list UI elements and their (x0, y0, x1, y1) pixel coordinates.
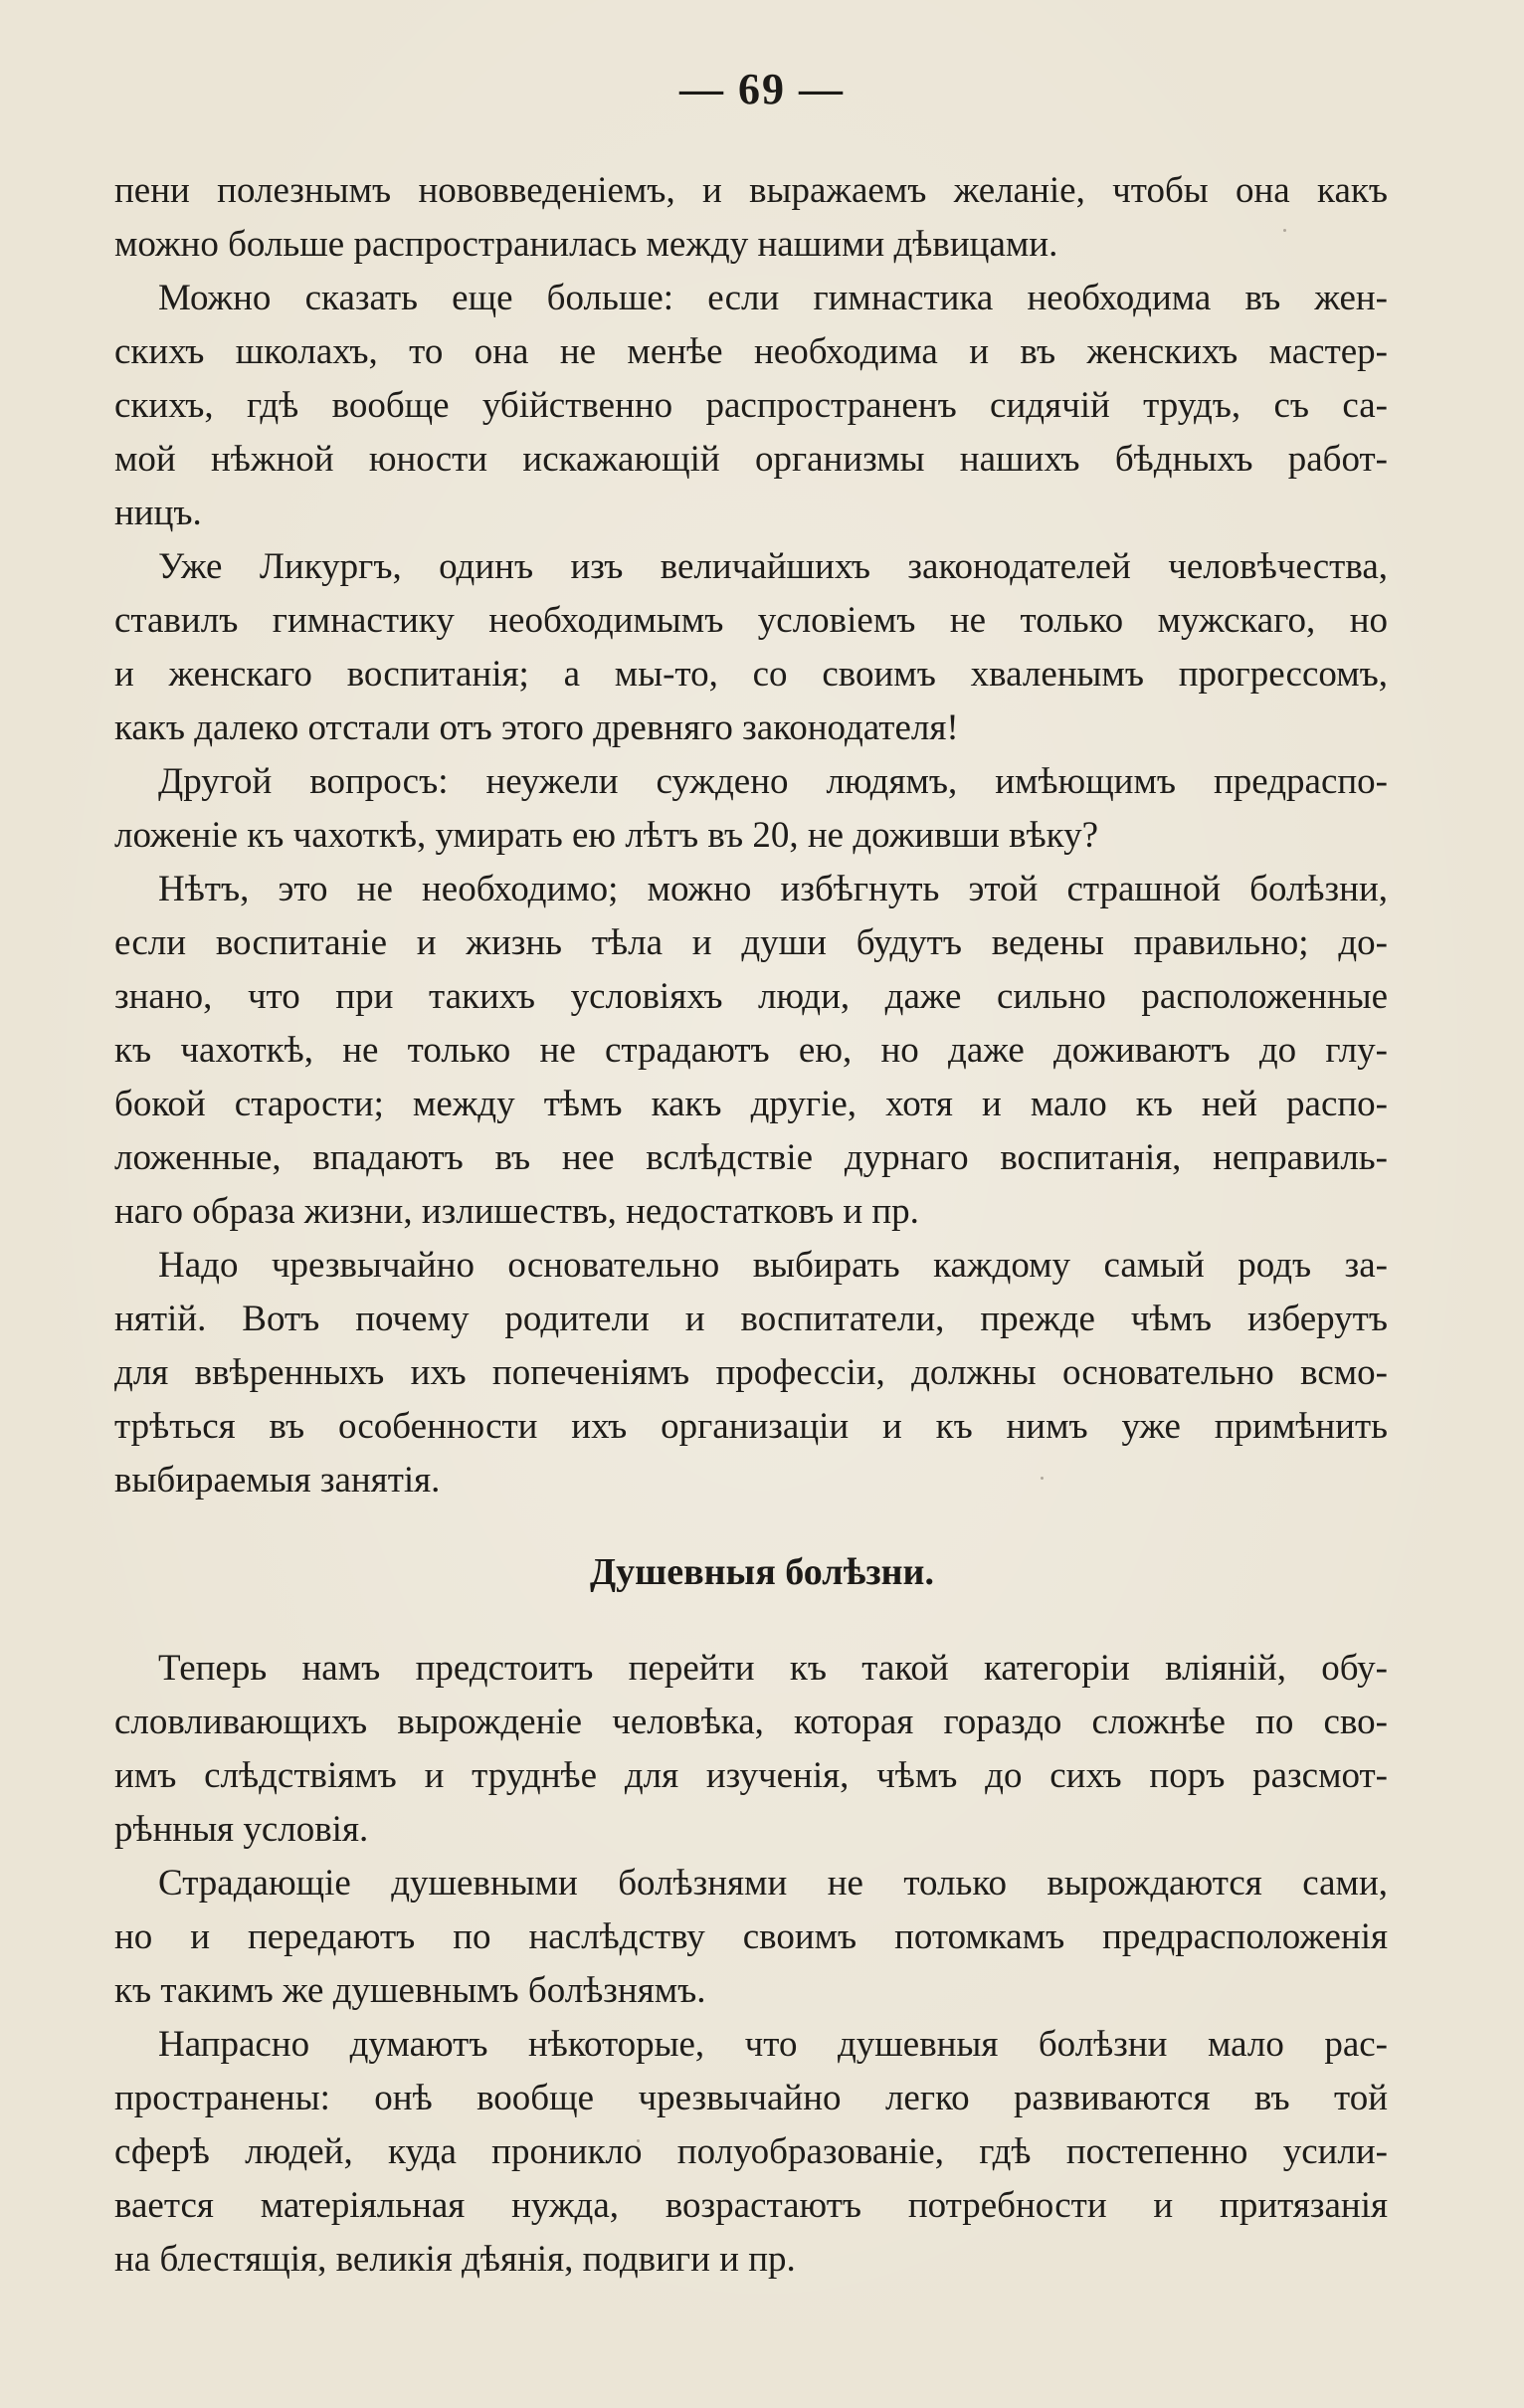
text-line: знано, что при такихъ условіяхъ люди, даже сильно расположенные (114, 976, 1388, 1017)
text-line: пространены: онѣ вообще чрезвычайно легко развиваются въ той (114, 2078, 1388, 2118)
text-line: на блестящія, великія дѣянія, подвиги и пр. (114, 2239, 796, 2280)
paragraph (114, 272, 1388, 540)
text-line: и женскаго воспитанія; а мы-то, со своимъ хваленымъ прогрессомъ, (114, 654, 1388, 695)
text-line: Уже Ликургъ, одинъ изъ величайшихъ законодателей человѣчества, (158, 546, 1388, 587)
section-heading: Душевныя болѣзни. (590, 1551, 934, 1593)
text-line: ницъ. (114, 493, 202, 533)
text-line: къ чахоткѣ, не только не страдаютъ ею, но даже доживаютъ до глу- (114, 1030, 1388, 1071)
paragraph (114, 2018, 1388, 2287)
text-line: рѣнныя условія. (114, 1809, 369, 1850)
text-line: Нѣтъ, это не необходимо; можно избѣгнуть этой страшной болѣзни, (158, 869, 1388, 909)
text-line: къ такимъ же душевнымъ болѣзнямъ. (114, 1970, 706, 2011)
text-line: ложенные, впадаютъ въ нее вслѣдствіе дурнаго воспитанія, неправиль- (114, 1137, 1388, 1178)
text-line: если воспитаніе и жизнь тѣла и души будутъ ведены правильно; до- (114, 922, 1388, 963)
text-line: скихъ школахъ, то она не менѣе необходима и въ женскихъ мастер- (114, 331, 1388, 372)
paragraph (114, 164, 1388, 272)
text-line: выбираемыя занятія. (114, 1460, 441, 1501)
text-line: пени полезнымъ нововведеніемъ, и выражаемъ желаніе, чтобы она какъ (114, 170, 1388, 211)
text-line: можно больше распространилась между нашими дѣвицами. (114, 224, 1058, 265)
paragraph (114, 755, 1388, 863)
text-line: бокой старости; между тѣмъ какъ другіе, хотя и мало къ ней распо- (114, 1084, 1388, 1124)
text-line: Другой вопросъ: неужели суждено людямъ, имѣющимъ предраспо- (158, 761, 1388, 802)
text-line: но и передаютъ по наслѣдству своимъ потомкамъ предрасположенія (114, 1916, 1388, 1957)
paragraph (114, 1857, 1388, 2018)
body-text-section-2 (114, 1642, 1388, 2287)
paragraph (114, 863, 1388, 1239)
text-line: имъ слѣдствіямъ и труднѣе для изученія, чѣмъ до сихъ поръ разсмот- (114, 1755, 1388, 1796)
text-line: наго образа жизни, излишествъ, недостатковъ и пр. (114, 1191, 919, 1232)
text-line: нятій. Вотъ почему родители и воспитатели, прежде чѣмъ изберутъ (114, 1299, 1388, 1339)
text-line: сферѣ людей, куда проникло полуобразованіе, гдѣ постепенно усили- (114, 2131, 1388, 2172)
text-line: Страдающіе душевными болѣзнями не только вырождаются сами, (158, 1863, 1388, 1904)
text-line: ложеніе къ чахоткѣ, умирать ею лѣтъ въ 20, не доживши вѣку? (114, 815, 1099, 856)
body-text-section-1 (114, 164, 1388, 1507)
page-number: — 69 — (679, 65, 845, 113)
paragraph (114, 1239, 1388, 1507)
text-line: Теперь намъ предстоитъ перейти къ такой категоріи вліяній, обу- (158, 1648, 1388, 1689)
text-line: какъ далеко отстали отъ этого древняго законодателя! (114, 707, 959, 748)
text-line: ставилъ гимнастику необходимымъ условіемъ не только мужскаго, но (114, 600, 1388, 641)
text-line: скихъ, гдѣ вообще убійственно распространенъ сидячій трудъ, съ са- (114, 385, 1388, 426)
text-line: Можно сказать еще больше: если гимнастика необходима въ жен- (158, 278, 1388, 318)
text-line: мой нѣжной юности искажающій организмы нашихъ бѣдныхъ работ- (114, 439, 1388, 480)
text-line: Напрасно думаютъ нѣкоторые, что душевныя болѣзни мало рас- (158, 2024, 1388, 2065)
text-line: Надо чрезвычайно основательно выбирать каждому самый родъ за- (158, 1245, 1388, 1286)
text-line: для ввѣренныхъ ихъ попеченіямъ профессіи, должны основательно всмо- (114, 1352, 1388, 1393)
paragraph (114, 1642, 1388, 1857)
text-line: трѣться въ особенности ихъ организаціи и къ нимъ уже примѣнить (114, 1406, 1388, 1447)
text-line: вается матеріяльная нужда, возрастаютъ потребности и притязанія (114, 2185, 1388, 2226)
paragraph (114, 540, 1388, 755)
text-line: словливающихъ вырожденіе человѣка, которая гораздо сложнѣе по сво- (114, 1702, 1388, 1742)
